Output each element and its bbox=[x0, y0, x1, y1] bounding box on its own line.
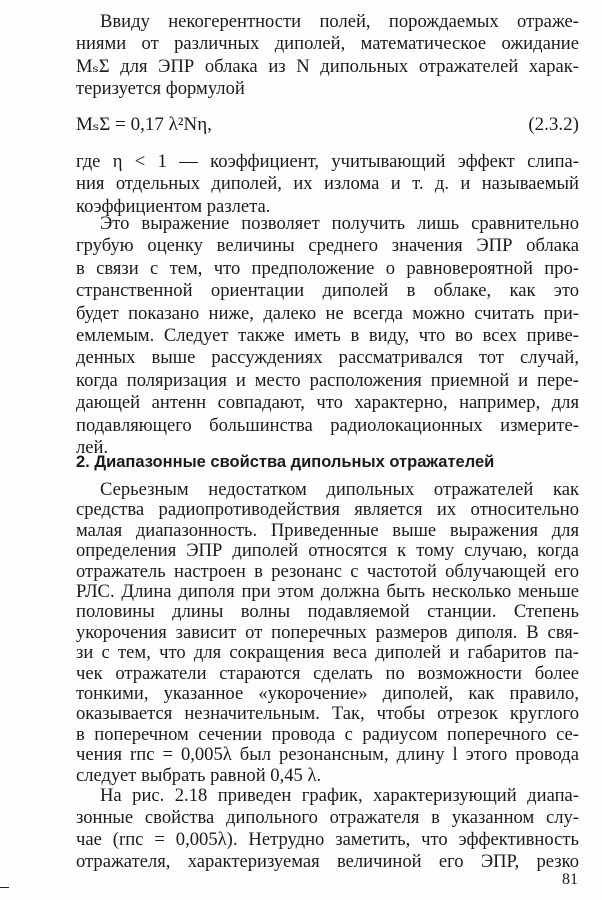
para3-line-3: в связи с тем, что предположение о равновероятной про- bbox=[76, 257, 579, 279]
para4-line-8: укорочения зависит от поперечных размеров диполя. В свя- bbox=[76, 621, 579, 643]
para1-line-3: MₛΣ для ЭПР облака из N дипольных отражателей харак- bbox=[76, 55, 579, 77]
para4-line-14: чения rпс = 0,005λ был резонансным, длину l этого провода bbox=[76, 744, 579, 766]
para4-line-12: оказывается незначительным. Так, чтобы отрезок круглого bbox=[76, 703, 579, 725]
para3-line-4: странственной ориентации диполей в облаке, как это bbox=[76, 280, 579, 302]
para4-line-9: зи с тем, что для сокращения веса диполей и габаритов па- bbox=[76, 642, 579, 664]
margin-mark bbox=[0, 887, 9, 888]
para4-line-4: определения ЭПР диполей относятся к тому случаю, когда bbox=[76, 540, 579, 562]
para4-line-13: в поперечном сечении провода с радиусом поперечного се- bbox=[76, 723, 579, 745]
formula-2-3-2 bbox=[76, 112, 579, 138]
para3-line-2: грубую оценку величины среднего значения ЭПР облака bbox=[76, 235, 579, 257]
para2-line-3: коэффициентом разлета. bbox=[76, 195, 271, 217]
para3-line-7: денных выше рассуждениях рассматривался тот случай, bbox=[76, 347, 579, 369]
para2-line-1: где η < 1 — коэффициент, учитывающий эффект слипа- bbox=[76, 151, 579, 172]
para4-line-3: малая диапазонность. Приведенные выше выражения для bbox=[76, 519, 579, 541]
para1-line-1: Ввиду некогерентности полей, порождаемых отраже- bbox=[100, 11, 579, 32]
para5-line-4: отражателя, характеризуемая величиной его ЭПР, резко bbox=[76, 851, 579, 872]
para1-line-2: ниями от различных диполей, математическое ожидание bbox=[76, 33, 579, 55]
para4-line-2: средства радиопротиводействия является их относительно bbox=[76, 499, 579, 521]
section-heading: 2. Диапазонные свойства дипольных отражателей bbox=[76, 453, 495, 471]
para3-line-1: Это выражение позволяет получить лишь сравнительно bbox=[100, 213, 579, 234]
para1-line-4: теризуется формулой bbox=[76, 78, 245, 100]
para4-line-11: тонкими, указанное «укорочение» диполей, как правило, bbox=[76, 683, 579, 704]
para2-line-2: ния отдельных диполей, их излома и т. д. и называемый bbox=[76, 173, 579, 195]
para3-line-9: дающей антенн совпадают, что характерно, например, для bbox=[76, 392, 579, 414]
equation-number: (2.3.2) bbox=[528, 114, 579, 135]
para5-line-3: чае (rпс = 0,005λ). Нетрудно заметить, что эффективность bbox=[76, 829, 579, 850]
para3-line-6: емлемым. Следует также иметь в виду, что во всех приве- bbox=[76, 325, 579, 346]
para5-line-2: зонные свойства дипольного отражателя в указанном слу- bbox=[76, 807, 579, 828]
para5-line-1: На рис. 2.18 приведен график, характеризующий диапа- bbox=[100, 785, 579, 806]
para4-line-5: отражатель настроен в резонанс с частотой облучающей его bbox=[76, 560, 579, 582]
page-number: 81 bbox=[562, 871, 578, 888]
para3-line-11: лей. bbox=[76, 437, 109, 458]
para3-line-10: подавляющего большинства радиолокационных измерите- bbox=[76, 414, 579, 436]
para4-line-6: РЛС. Длина диполя при этом должна быть несколько меньше bbox=[76, 581, 579, 602]
para3-line-5: будет показано ниже, далеко не всегда можно считать при- bbox=[76, 302, 579, 324]
para4-line-10: чек отражатели стараются сделать по возможности более bbox=[76, 662, 579, 684]
para4-line-1: Серьезным недостатком дипольных отражателей как bbox=[100, 479, 579, 500]
formula-expression: MₛΣ = 0,17 λ²Nη, bbox=[76, 114, 212, 135]
para4-line-15: следует выбрать равной 0,45 λ. bbox=[76, 764, 322, 786]
para4-line-7: половины длины волны подавляемой станции. Степень bbox=[76, 601, 579, 623]
para3-line-8: когда поляризация и место расположения приемной и пере- bbox=[76, 369, 579, 391]
